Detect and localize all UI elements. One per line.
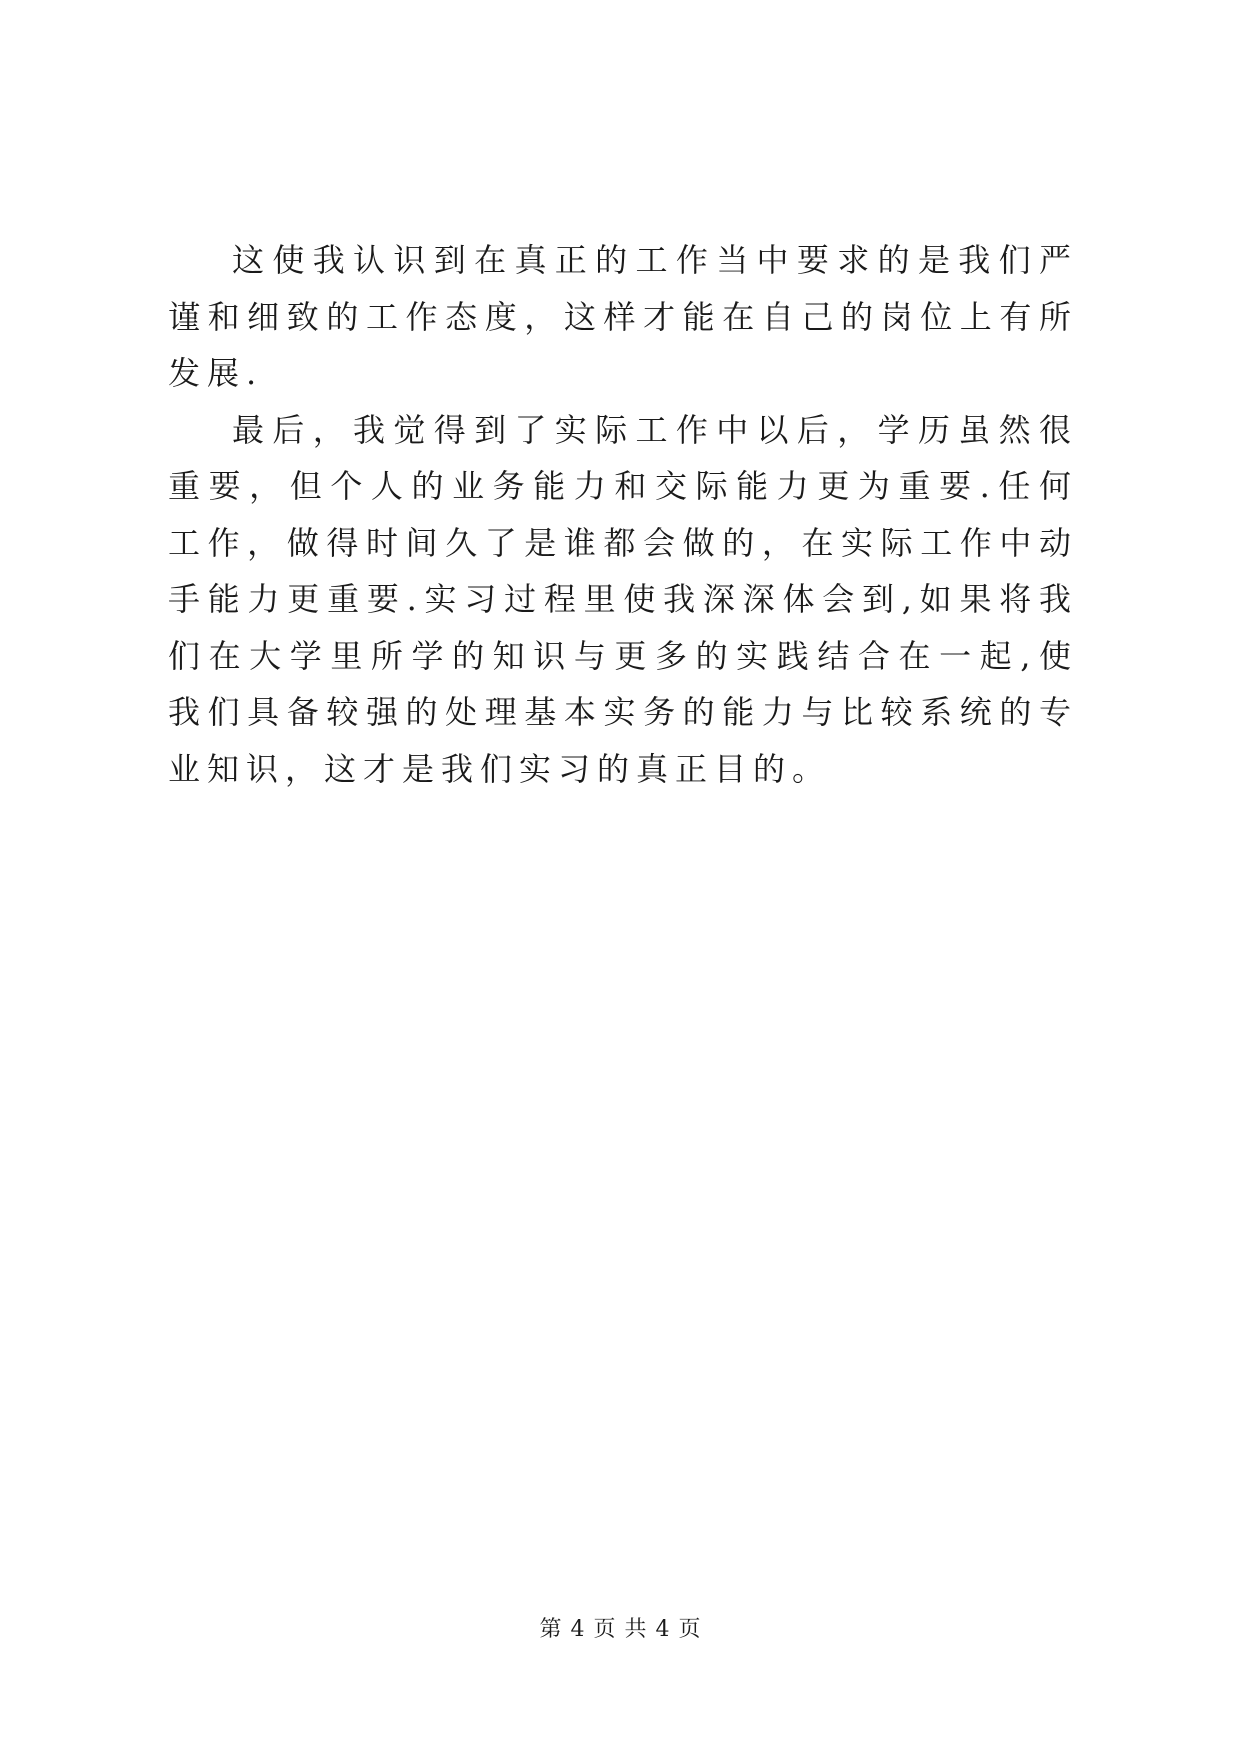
paragraph-2: 最后，我觉得到了实际工作中以后，学历虽然很重要，但个人的业务能力和交际能力更为重要.任何工作，做得时间久了是谁都会做的，在实际工作中动手能力更重要.实习过程里使我深深体会到,如果将我们在大学里所学的知识与更多的实践结合在一起,使我们具备较强的处理基本实务的能力与比较系统的专业知识，这才是我们实习的真正目的。 xyxy=(168,410,1078,788)
page-footer: 第 4 页 共 4 页 xyxy=(539,1617,702,1642)
document-body xyxy=(168,232,1078,797)
paragraph-1: 这使我认识到在真正的工作当中要求的是我们严谨和细致的工作态度，这样才能在自己的岗位上有所发展. xyxy=(168,241,1078,392)
